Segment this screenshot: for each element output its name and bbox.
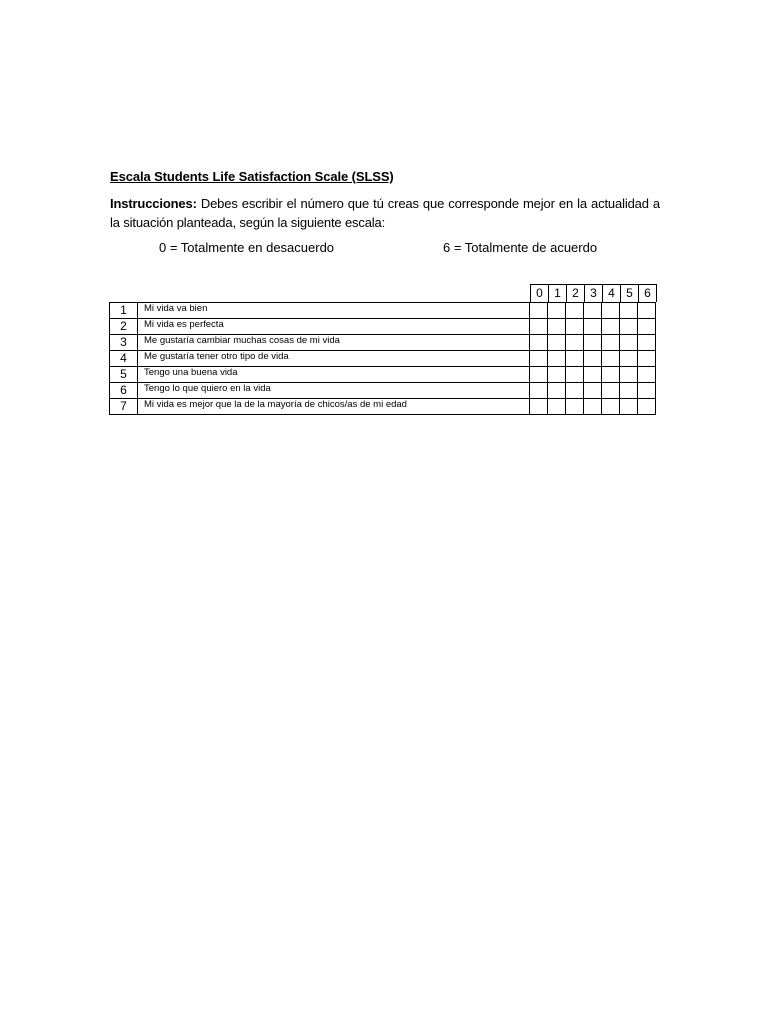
rating-box-1[interactable] [548, 383, 566, 399]
rating-box-1[interactable] [548, 367, 566, 383]
rating-box-3[interactable] [584, 399, 602, 415]
rating-box-0[interactable] [530, 335, 548, 351]
rating-box-0[interactable] [530, 399, 548, 415]
scale-low-label: 0 = Totalmente en desacuerdo [159, 240, 335, 255]
item-number: 6 [110, 383, 138, 399]
rating-header-0: 0 [531, 285, 549, 302]
rating-box-3[interactable] [584, 303, 602, 319]
rating-box-6[interactable] [638, 383, 656, 399]
rating-box-4[interactable] [602, 399, 620, 415]
rating-box-4[interactable] [602, 335, 620, 351]
item-number: 4 [110, 351, 138, 367]
rating-box-5[interactable] [620, 303, 638, 319]
table-row [110, 351, 656, 367]
rating-header-3: 3 [585, 285, 603, 302]
rating-box-5[interactable] [620, 399, 638, 415]
table-row [110, 319, 656, 335]
rating-box-3[interactable] [584, 335, 602, 351]
rating-box-2[interactable] [566, 351, 584, 367]
rating-box-6[interactable] [638, 351, 656, 367]
rating-box-2[interactable] [566, 399, 584, 415]
rating-header [530, 284, 657, 302]
rating-box-2[interactable] [566, 303, 584, 319]
table-row [110, 303, 656, 319]
item-number: 5 [110, 367, 138, 383]
item-number: 1 [110, 303, 138, 319]
rating-header-6: 6 [639, 285, 657, 302]
rating-box-1[interactable] [548, 303, 566, 319]
rating-box-6[interactable] [638, 399, 656, 415]
item-text: Tengo una buena vida [138, 367, 530, 383]
table-row [110, 335, 656, 351]
item-text: Tengo lo que quiero en la vida [138, 383, 530, 399]
item-text: Me gustaría cambiar muchas cosas de mi vida [138, 335, 530, 351]
rating-box-1[interactable] [548, 335, 566, 351]
rating-box-5[interactable] [620, 335, 638, 351]
item-text: Me gustaría tener otro tipo de vida [138, 351, 530, 367]
rating-box-5[interactable] [620, 367, 638, 383]
rating-box-0[interactable] [530, 351, 548, 367]
rating-box-3[interactable] [584, 351, 602, 367]
rating-box-0[interactable] [530, 367, 548, 383]
rating-box-4[interactable] [602, 383, 620, 399]
rating-header-5: 5 [621, 285, 639, 302]
rating-box-6[interactable] [638, 303, 656, 319]
rating-box-5[interactable] [620, 351, 638, 367]
rating-box-3[interactable] [584, 319, 602, 335]
rating-box-2[interactable] [566, 367, 584, 383]
rating-box-5[interactable] [620, 319, 638, 335]
item-text: Mi vida es mejor que la de la mayoría de chicos/as de mi edad [138, 399, 530, 415]
items-table [109, 302, 656, 415]
rating-box-6[interactable] [638, 335, 656, 351]
rating-box-2[interactable] [566, 383, 584, 399]
rating-box-1[interactable] [548, 351, 566, 367]
rating-box-0[interactable] [530, 303, 548, 319]
rating-box-6[interactable] [638, 367, 656, 383]
rating-box-4[interactable] [602, 319, 620, 335]
instructions-paragraph [110, 194, 660, 232]
instructions-text: Debes escribir el número que tú creas que corresponde mejor en la actualidad a la situación planteada, según la siguiente escala: [110, 196, 660, 230]
rating-box-4[interactable] [602, 367, 620, 383]
rating-box-3[interactable] [584, 367, 602, 383]
item-text: Mi vida va bien [138, 303, 530, 319]
rating-box-2[interactable] [566, 319, 584, 335]
rating-header-4: 4 [603, 285, 621, 302]
rating-box-3[interactable] [584, 383, 602, 399]
rating-header-2: 2 [567, 285, 585, 302]
rating-box-0[interactable] [530, 319, 548, 335]
scale-high-label: 6 = Totalmente de acuerdo [443, 240, 598, 255]
rating-box-2[interactable] [566, 335, 584, 351]
rating-box-1[interactable] [548, 319, 566, 335]
rating-box-5[interactable] [620, 383, 638, 399]
item-text: Mi vida es perfecta [138, 319, 530, 335]
item-number: 3 [110, 335, 138, 351]
table-row [110, 399, 656, 415]
rating-box-6[interactable] [638, 319, 656, 335]
rating-header-1: 1 [549, 285, 567, 302]
rating-box-1[interactable] [548, 399, 566, 415]
item-number: 7 [110, 399, 138, 415]
table-row [110, 367, 656, 383]
rating-box-4[interactable] [602, 351, 620, 367]
instructions-lead: Instrucciones: [110, 196, 197, 211]
page-title: Escala Students Life Satisfaction Scale (SLSS) [110, 169, 394, 184]
rating-box-0[interactable] [530, 383, 548, 399]
table-row [110, 383, 656, 399]
rating-box-4[interactable] [602, 303, 620, 319]
item-number: 2 [110, 319, 138, 335]
